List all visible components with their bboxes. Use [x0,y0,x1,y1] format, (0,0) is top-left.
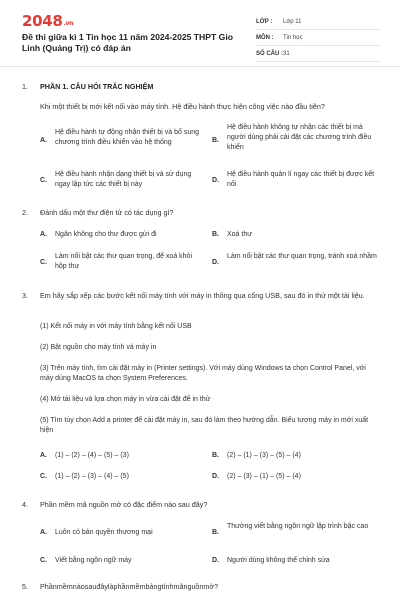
question-text: Em hãy sắp xếp các bước kết nối máy tính với máy in thông qua cổng USB, sau đó in thử một tài liệu. [40,291,365,300]
question-text: Phầnmềmnàosauđâylàphầnmềmbảngtínhmãnguồnmở? [40,582,219,591]
q1-option-c[interactable] [40,170,205,190]
option-letter: A. [40,231,47,238]
meta-label: SỐ CÂU : [256,50,283,57]
option-text: Hệ điều hành quản lí ngay các thiết bị được kết nối [227,171,375,188]
option-letter: C. [40,473,47,480]
section-number: 1. [22,82,28,91]
q3-step-4: (4) Mở tài liệu và lựa chọn máy in vừa cài đặt để in thử [40,396,211,403]
meta-row-class [256,14,381,30]
q3-option-a[interactable] [40,451,205,461]
q3-option-d[interactable] [212,472,380,482]
q4-option-d[interactable] [212,556,380,566]
option-text: Thường viết bằng ngôn ngữ lập trình bậc cao [227,523,369,530]
question-2 [22,208,378,218]
option-letter: A. [40,137,47,144]
option-letter: B. [212,231,219,238]
meta-value: Lớp 11 [283,18,302,25]
site-logo[interactable] [22,12,73,30]
option-letter: B. [212,452,219,459]
q2-option-a[interactable] [40,230,205,240]
option-text: Làm nổi bật các thư quan trọng, để xoá khỏi hộp thư [55,253,192,270]
meta-table [256,14,381,62]
q3-step-3: (3) Trên máy tính, tìm cài đặt máy in (Printer settings). Với máy dùng Windows ta chọn Control Panel, với máy dùng MacOS ta chọn System Preferences. [40,365,366,382]
logo-suffix: .vn [63,20,74,27]
meta-label: MÔN : [256,34,274,41]
option-text: Hệ điều hành nhận dạng thiết bị và sử dụng ngay lập tức các thiết bị này [55,171,192,188]
option-text: Viết bằng ngôn ngữ máy [55,557,132,564]
option-letter: D. [212,473,219,480]
question-number: 4. [22,500,28,509]
q3-option-b[interactable] [212,451,380,461]
meta-row-count [256,46,381,62]
q1-option-a[interactable] [40,128,205,148]
document-title: Đề thi giữa kì 1 Tin học 11 năm 2024-2025 THPT Gio Linh (Quảng Trị) có đáp án [22,32,233,53]
q3-step-2: (2) Bật nguồn cho máy tính và máy in [40,344,157,351]
question-text: Phần mềm mã nguồn mở có đặc điểm nào sau đây? [40,500,208,509]
option-text: (1) – (2) – (4) – (5) – (3) [55,452,129,459]
q2-option-c[interactable] [40,252,205,272]
section-heading [22,82,378,92]
option-letter: B. [212,529,219,536]
q4-option-c[interactable] [40,556,205,566]
question-5 [22,582,378,592]
question-number: 3. [22,291,28,300]
page-header [0,0,400,67]
option-letter: D. [212,557,219,564]
q2-option-d[interactable] [212,252,380,266]
option-text: (2) – (1) – (3) – (5) – (4) [227,452,301,459]
option-text: Hệ điều hành không tự nhận các thiết bị mà người dùng phải cài đặt các chương trình điều khiển [227,124,372,151]
q3-step-1: (1) Kết nối máy in với máy tính bằng kết nối USB [40,323,192,330]
q2-option-b[interactable] [212,230,380,240]
meta-value: 31 [283,50,290,57]
option-letter: C. [40,557,47,564]
question-text: Đánh dấu một thư điện tử có tác dụng gì? [40,208,174,217]
option-text: (1) – (2) – (3) – (4) – (5) [55,473,129,480]
question-1 [22,102,378,112]
option-letter: A. [40,529,47,536]
option-text: Người dùng không thể chỉnh sửa [227,557,330,564]
question-number: 5. [22,582,28,591]
option-letter: B. [212,137,219,144]
q3-option-c[interactable] [40,472,205,482]
option-text: Ngăn không cho thư được gửi đi [55,231,157,238]
option-letter: A. [40,452,47,459]
option-text: Luôn có bản quyền thương mại [55,529,153,536]
option-text: Làm nổi bật các thư quan trọng, tránh xoá nhầm [227,253,377,260]
meta-row-subject [256,30,381,46]
meta-label: LỚP : [256,18,273,25]
option-text: (2) – (3) – (1) – (5) – (4) [227,473,301,480]
option-text: Xoá thư [227,231,252,238]
option-letter: C. [40,177,47,184]
q1-option-b[interactable] [212,123,380,153]
question-4 [22,500,378,510]
q4-option-b[interactable] [212,522,380,536]
question-3 [22,291,378,301]
section-title: PHẦN 1. CÂU HỎI TRẮC NGHIỆM [40,82,154,91]
q3-step-5: (5) Tìm tùy chọn Add a printer để cài đặt máy in, sau đó làm theo hướng dẫn. Biểu tượng máy in mới xuất hiện [40,417,369,434]
option-letter: D. [212,259,219,266]
meta-value: Tin học [283,34,303,41]
option-text: Hệ điều hành tự động nhận thiết bị và bổ sung chương trình điều khiển vào hệ thống [55,129,200,146]
question-text: Khi một thiết bị mới kết nối vào máy tính. Hệ điều hành thực hiện công việc nào đầu tiên? [40,102,325,111]
logo-text: 2048 [22,12,63,30]
option-letter: C. [40,259,47,266]
question-number: 2. [22,208,28,217]
q1-option-d[interactable] [212,170,380,190]
option-letter: D. [212,177,219,184]
q4-option-a[interactable] [40,528,205,538]
